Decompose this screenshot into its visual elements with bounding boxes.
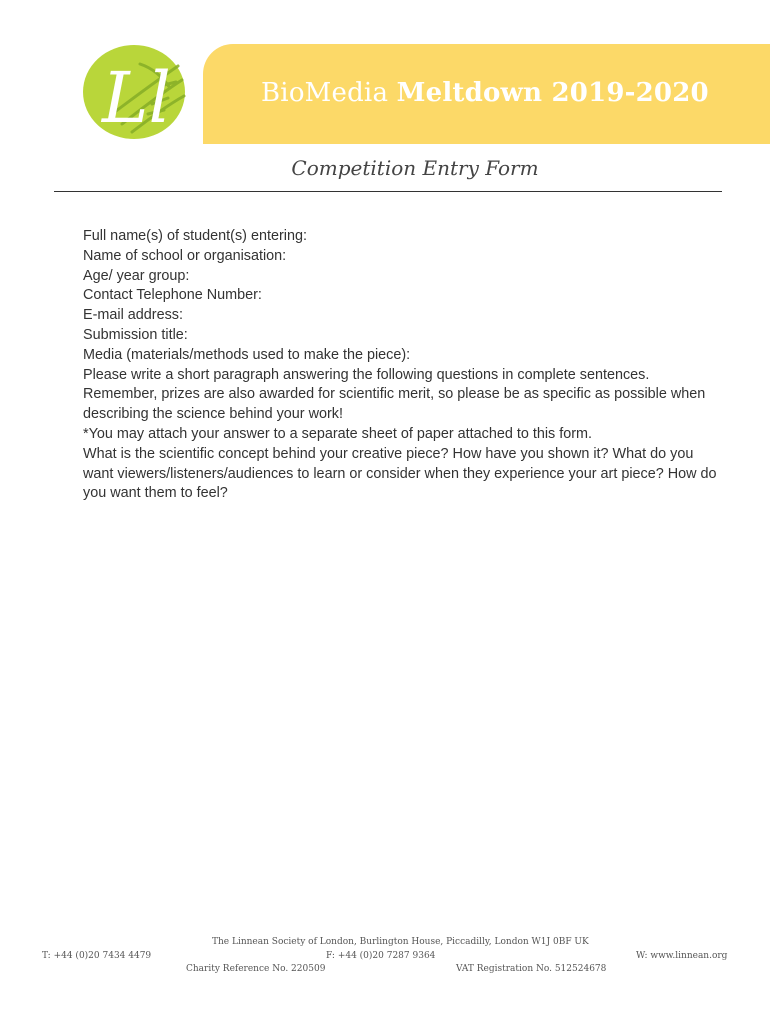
form-subtitle: Competition Entry Form xyxy=(291,156,539,180)
title-brand: BioMedia xyxy=(261,78,389,108)
field-age-group: Age/ year group: xyxy=(83,267,190,284)
footer-charity-number: Charity Reference No. 220509 xyxy=(186,964,326,974)
instruction-line: you want them to feel? xyxy=(83,485,228,502)
instruction-line: describing the science behind your work! xyxy=(83,406,343,423)
instruction-line: want viewers/listeners/audiences to learn or consider when they experience your art piece? How do xyxy=(83,465,717,482)
footer-telephone: T: +44 (0)20 7434 4479 xyxy=(42,951,152,961)
footer-website: W: www.linnean.org xyxy=(636,951,728,961)
title-banner xyxy=(203,44,770,144)
instruction-line: What is the scientific concept behind your creative piece? How have you shown it? What do you xyxy=(83,445,694,462)
instruction-line: Remember, prizes are also awarded for scientific merit, so please be as specific as possible when xyxy=(83,386,706,403)
field-submission-title: Submission title: xyxy=(83,326,188,343)
field-email: E-mail address: xyxy=(83,307,183,324)
instruction-line: *You may attach your answer to a separate sheet of paper attached to this form. xyxy=(83,425,593,442)
field-telephone: Contact Telephone Number: xyxy=(83,287,262,304)
page-title xyxy=(261,78,709,108)
field-media: Media (materials/methods used to make the piece): xyxy=(83,346,411,363)
header-divider xyxy=(54,191,722,192)
footer-vat-number: VAT Registration No. 512524678 xyxy=(456,964,607,974)
footer-address: The Linnean Society of London, Burlington House, Piccadilly, London W1J 0BF UK xyxy=(212,937,589,947)
title-event: Meltdown 2019-2020 xyxy=(396,78,709,108)
footer-fax: F: +44 (0)20 7287 9364 xyxy=(326,951,436,961)
field-student-names: Full name(s) of student(s) entering: xyxy=(83,228,307,244)
linnean-ll-logo-icon xyxy=(82,44,186,140)
field-school: Name of school or organisation: xyxy=(83,247,287,264)
logo-letters: Ll xyxy=(102,57,171,139)
instruction-line: Please write a short paragraph answering the following questions in complete sentences. xyxy=(83,366,650,383)
form-body xyxy=(83,227,763,504)
